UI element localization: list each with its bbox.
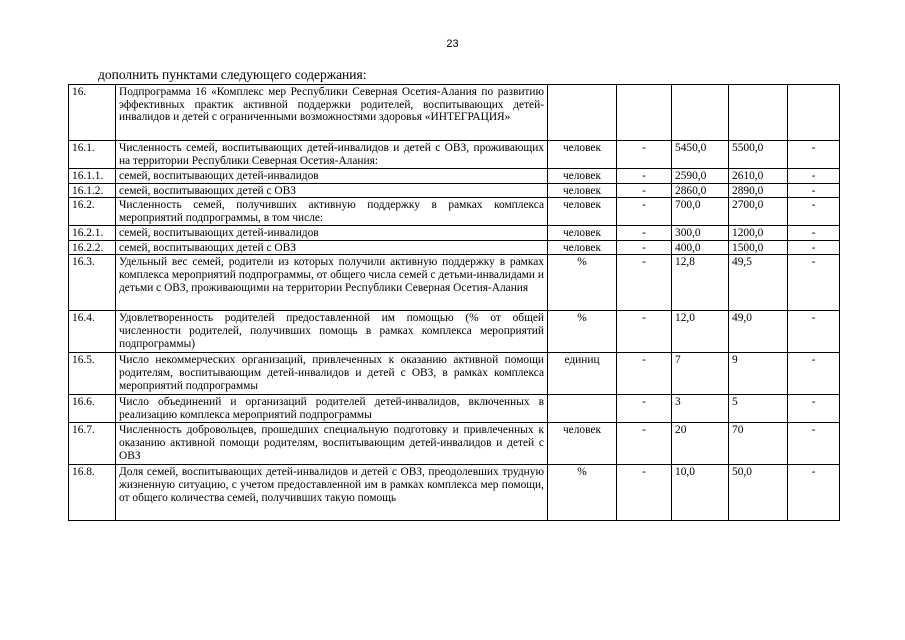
table-row [69,311,840,353]
row-value-second: 50,0 [729,465,788,521]
row-description: Численность семей, получивших активную поддержку в рамках комплекса мероприятий подпрограммы, в том числе: [116,198,548,226]
row-unit: % [548,311,617,353]
row-number: 16.4. [69,311,116,353]
row-value-base: - [617,311,672,353]
row-value-last [788,85,840,141]
row-unit [548,395,617,423]
row-value-last: - [788,183,840,198]
table-row [69,183,840,198]
row-unit: человек [548,240,617,255]
row-unit: человек [548,423,617,465]
row-value-first: 2860,0 [672,183,729,198]
row-value-last: - [788,141,840,169]
row-value-second: 49,5 [729,255,788,311]
row-value-last: - [788,353,840,395]
row-number: 16.6. [69,395,116,423]
row-value-second: 70 [729,423,788,465]
row-value-first [672,85,729,141]
table-row [69,353,840,395]
table-row [69,85,840,141]
table-row [69,240,840,255]
table-row [69,465,840,521]
row-value-second: 2610,0 [729,169,788,184]
table-row [69,423,840,465]
row-description: Доля семей, воспитывающих детей-инвалидов и детей с ОВЗ, преодолевших трудную жизненную ситуацию, с учетом предоставленной им в рамках комплекса мер помощи, от общего количества семей, получивших такую помощь [116,465,548,521]
row-value-base: - [617,198,672,226]
row-unit: % [548,465,617,521]
row-number: 16.1.2. [69,183,116,198]
row-unit: человек [548,198,617,226]
row-value-second: 2700,0 [729,198,788,226]
row-value-second: 5500,0 [729,141,788,169]
table-row [69,395,840,423]
row-unit: человек [548,183,617,198]
row-value-last: - [788,311,840,353]
row-value-last: - [788,198,840,226]
row-number: 16.2.1. [69,226,116,241]
row-value-second: 9 [729,353,788,395]
row-value-second: 1500,0 [729,240,788,255]
row-number: 16.1. [69,141,116,169]
row-value-last: - [788,423,840,465]
row-value-base: - [617,240,672,255]
row-value-second: 1200,0 [729,226,788,241]
row-value-first: 400,0 [672,240,729,255]
row-value-base: - [617,353,672,395]
indicators-table [68,84,840,521]
row-value-base [617,85,672,141]
row-value-second: 5 [729,395,788,423]
row-description: Удельный вес семей, родители из которых получили активную поддержку в рамках комплекса мероприятий подпрограммы, от общего числа семей с детьми-инвалидами и детьми с ОВЗ, проживающими на территории Республики Северная Осетия-Алания [116,255,548,311]
row-unit: человек [548,169,617,184]
row-value-first: 5450,0 [672,141,729,169]
table-row [69,169,840,184]
row-description: Число некоммерческих организаций, привлеченных к оказанию активной помощи родителям, воспитывающим детей-инвалидов и детей с ОВЗ, в рамках комплекса мероприятий подпрограммы [116,353,548,395]
row-unit: человек [548,141,617,169]
row-unit [548,85,617,141]
row-unit: человек [548,226,617,241]
row-number: 16.8. [69,465,116,521]
row-unit: единиц [548,353,617,395]
row-value-base: - [617,141,672,169]
row-number: 16.7. [69,423,116,465]
row-description: семей, воспитывающих детей-инвалидов [116,169,548,184]
row-value-last: - [788,240,840,255]
table-row [69,141,840,169]
row-value-second: 2890,0 [729,183,788,198]
row-value-last: - [788,226,840,241]
row-value-last: - [788,395,840,423]
row-value-first: 300,0 [672,226,729,241]
row-number: 16.3. [69,255,116,311]
row-unit: % [548,255,617,311]
row-value-first: 12,0 [672,311,729,353]
row-value-base: - [617,226,672,241]
row-description: семей, воспитывающих детей с ОВЗ [116,240,548,255]
row-value-last: - [788,255,840,311]
row-value-first: 12,8 [672,255,729,311]
row-number: 16. [69,85,116,141]
row-description: Удовлетворенность родителей предоставленной им помощью (% от общей численности родителей, получивших помощь в рамках комплекса мероприятий подпрограммы) [116,311,548,353]
row-description: Численность семей, воспитывающих детей-инвалидов и детей с ОВЗ, проживающих на территории Республики Северная Осетия-Алания: [116,141,548,169]
row-value-last: - [788,465,840,521]
row-value-first: 20 [672,423,729,465]
row-description: семей, воспитывающих детей с ОВЗ [116,183,548,198]
table-row [69,198,840,226]
row-value-base: - [617,465,672,521]
row-value-second [729,85,788,141]
row-value-second: 49,0 [729,311,788,353]
row-description: Число объединений и организаций родителей детей-инвалидов, включенных в реализацию комплекса мероприятий подпрограммы [116,395,548,423]
row-value-base: - [617,395,672,423]
row-value-first: 7 [672,353,729,395]
row-value-first: 10,0 [672,465,729,521]
row-value-first: 2590,0 [672,169,729,184]
row-number: 16.2. [69,198,116,226]
row-number: 16.2.2. [69,240,116,255]
intro-text: дополнить пунктами следующего содержания: [98,67,367,82]
table-row [69,226,840,241]
row-description: Численность добровольцев, прошедших специальную подготовку и привлеченных к оказанию активной помощи родителям, воспитывающим детей-инвалидов и детей с ОВЗ [116,423,548,465]
row-number: 16.5. [69,353,116,395]
row-number: 16.1.1. [69,169,116,184]
row-value-base: - [617,255,672,311]
row-value-first: 3 [672,395,729,423]
table-row [69,255,840,311]
page-number: 23 [446,38,459,50]
row-value-first: 700,0 [672,198,729,226]
row-value-base: - [617,183,672,198]
row-value-base: - [617,169,672,184]
row-description: семей, воспитывающих детей-инвалидов [116,226,548,241]
row-value-base: - [617,423,672,465]
row-description: Подпрограмма 16 «Комплекс мер Республики Северная Осетия-Алания по развитию эффективных практик активной поддержки родителей, воспитывающих детей-инвалидов и детей с ограниченными возможностями здоровья «ИНТЕГРАЦИЯ» [116,85,548,141]
row-value-last: - [788,169,840,184]
